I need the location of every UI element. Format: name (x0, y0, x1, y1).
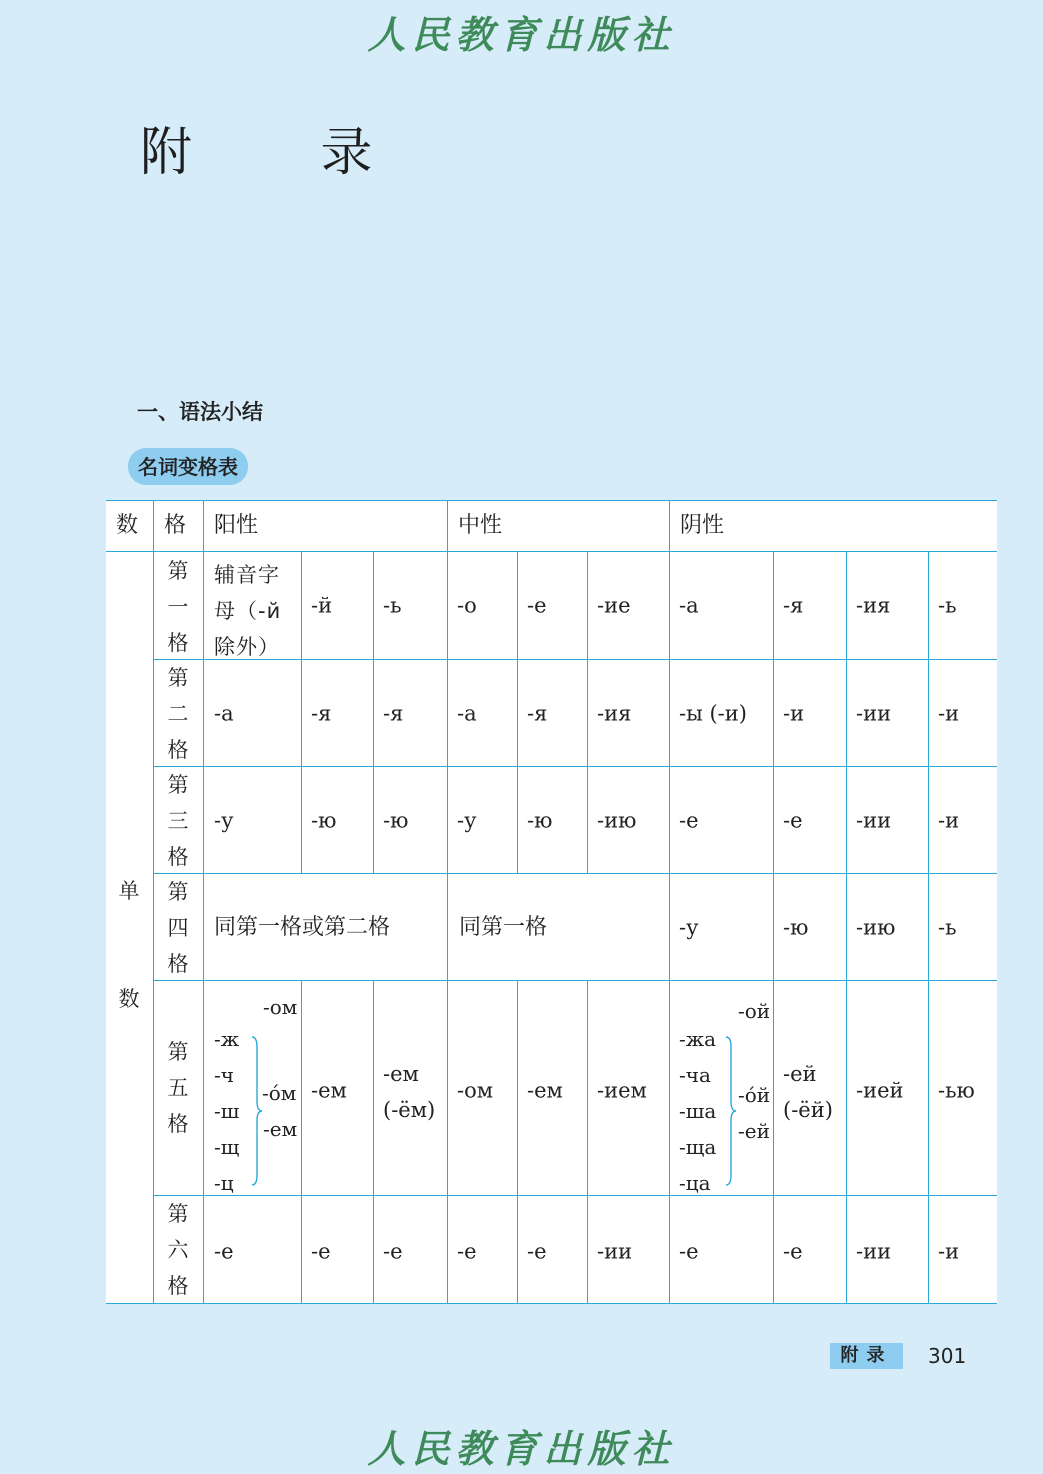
cell-dat-m1: -у (214, 808, 234, 833)
cell-nom-f1: -а (679, 593, 699, 618)
cell-acc-masculine: 同第一格或第二格 (214, 915, 391, 940)
cell-ins-m1-top-ending: -ом (263, 995, 298, 1019)
cell-ins-n2: -ем (527, 1078, 563, 1103)
section-heading: 一、语法小结 (137, 400, 263, 424)
cell-ins-f3: -ией (856, 1078, 904, 1103)
cell-ins-f1-stem: -ща (679, 1135, 717, 1159)
case-label-accusative: 第四格 (167, 880, 189, 976)
cell-ins-f1-stem: -ча (679, 1063, 711, 1087)
cell-pre-m2: -е (311, 1239, 331, 1264)
cell-gen-f3: -ии (856, 701, 892, 726)
case-label-instrumental: 第五格 (167, 1040, 189, 1136)
cell-gen-n1: -а (457, 701, 477, 726)
cell-acc-f4: -ь (938, 915, 957, 940)
cell-ins-f1-stem: -ца (679, 1171, 711, 1195)
curly-brace-icon (250, 1035, 264, 1187)
table-label: 名词变格表 (128, 448, 248, 485)
cell-ins-n1: -ом (457, 1078, 494, 1103)
grid-line (153, 873, 997, 874)
header-masculine: 阳性 (214, 513, 259, 538)
publisher-watermark-top: 人民教育出版社 (367, 12, 676, 57)
publisher-watermark-bottom: 人民教育出版社 (367, 1426, 676, 1471)
cell-gen-m3: -я (383, 701, 404, 726)
declension-table (106, 500, 997, 1304)
cell-acc-f3: -ию (856, 915, 896, 940)
case-label-dative: 第三格 (167, 773, 189, 869)
grid-line (587, 552, 588, 874)
page-title: 附 录 (140, 123, 429, 183)
cell-ins-f2-line2: (-ёй) (783, 1098, 833, 1122)
cell-ins-f1-stem: -жа (679, 1027, 717, 1051)
cell-dat-f4: -и (938, 808, 960, 833)
cell-ins-m1-stem: -ч (214, 1063, 234, 1087)
cell-ins-n3: -ием (597, 1078, 647, 1103)
cell-nom-n3: -ие (597, 593, 631, 618)
grid-line (517, 552, 518, 874)
grid-line (587, 981, 588, 1303)
grid-line (153, 501, 154, 1303)
cell-gen-f4: -и (938, 701, 960, 726)
cell-ins-m1-stem: -ц (214, 1171, 234, 1195)
page-number: 301 (928, 1344, 967, 1368)
cell-nom-m3: -ь (383, 593, 402, 618)
cell-dat-f1: -е (679, 808, 699, 833)
cell-nom-n2: -е (527, 593, 547, 618)
cell-gen-f2: -и (783, 701, 805, 726)
header-neuter: 中性 (458, 513, 503, 538)
cell-nom-m2: -й (311, 593, 333, 618)
grid-line (928, 552, 929, 1303)
cell-ins-f1-stem: -ша (679, 1099, 717, 1123)
cell-ins-f4: -ью (938, 1078, 975, 1103)
cell-ins-m1-ending: -ем (263, 1117, 298, 1141)
cell-pre-f3: -ии (856, 1239, 892, 1264)
number-label-singular: 单数 (118, 879, 140, 1011)
grid-line (373, 552, 374, 874)
cell-gen-f1: -ы (-и) (679, 701, 747, 726)
cell-ins-m1-stem: -ш (214, 1099, 240, 1123)
grid-line (447, 501, 448, 1303)
cell-acc-f1: -у (679, 915, 699, 940)
grid-line (373, 981, 374, 1303)
cell-ins-f1-top-ending: -ой (738, 999, 771, 1023)
grid-line (669, 501, 670, 1303)
cell-ins-f1-ending: -ей (738, 1119, 770, 1143)
cell-nom-m1: 辅音字母（-й除外） (214, 563, 282, 659)
cell-pre-m1: -е (214, 1239, 234, 1264)
case-label-genitive: 第二格 (167, 666, 189, 762)
cell-dat-n1: -у (457, 808, 477, 833)
header-case: 格 (164, 513, 187, 538)
cell-pre-f2: -е (783, 1239, 803, 1264)
cell-acc-neuter: 同第一格 (459, 915, 548, 940)
cell-pre-n1: -е (457, 1239, 477, 1264)
header-feminine: 阴性 (680, 513, 725, 538)
grid-line (846, 552, 847, 1303)
cell-acc-f2: -ю (783, 915, 809, 940)
grid-line (203, 501, 204, 1303)
cell-ins-m3-line1: -ем (383, 1062, 419, 1086)
grid-line (773, 552, 774, 1303)
grid-line (106, 551, 997, 552)
grid-line (153, 980, 997, 981)
cell-dat-m3: -ю (383, 808, 409, 833)
cell-pre-n2: -е (527, 1239, 547, 1264)
grid-line (517, 981, 518, 1303)
cell-ins-f1-ending: -о́й (738, 1083, 771, 1107)
grid-line (153, 766, 997, 767)
cell-ins-m2: -ем (311, 1078, 347, 1103)
curly-brace-icon (724, 1035, 738, 1187)
cell-pre-m3: -е (383, 1239, 403, 1264)
cell-dat-f2: -е (783, 808, 803, 833)
cell-nom-f2: -я (783, 593, 804, 618)
header-number: 数 (116, 513, 139, 538)
case-label-nominative: 第一格 (167, 559, 189, 655)
cell-gen-n3: -ия (597, 701, 632, 726)
cell-pre-f4: -и (938, 1239, 960, 1264)
cell-gen-m1: -а (214, 701, 234, 726)
cell-dat-m2: -ю (311, 808, 337, 833)
cell-pre-f1: -е (679, 1239, 699, 1264)
footer-section-tag: 附录 (830, 1343, 903, 1369)
cell-dat-f3: -ии (856, 808, 892, 833)
cell-pre-n3: -ии (597, 1239, 633, 1264)
cell-ins-m1-ending: -о́м (262, 1081, 297, 1105)
cell-ins-m1-stem: -щ (214, 1135, 240, 1159)
cell-nom-f3: -ия (856, 593, 891, 618)
cell-gen-m2: -я (311, 701, 332, 726)
cell-dat-n2: -ю (527, 808, 553, 833)
grid-line (301, 981, 302, 1303)
cell-gen-n2: -я (527, 701, 548, 726)
grid-line (153, 1195, 997, 1196)
cell-ins-m3-line2: (-ём) (383, 1098, 436, 1122)
cell-nom-n1: -о (457, 593, 477, 618)
case-label-prepositional: 第六格 (167, 1202, 189, 1298)
cell-nom-f4: -ь (938, 593, 957, 618)
cell-ins-f2-line1: -ей (783, 1062, 817, 1086)
cell-dat-n3: -ию (597, 808, 637, 833)
grid-line (301, 552, 302, 874)
cell-ins-m1-stem: -ж (214, 1027, 240, 1051)
